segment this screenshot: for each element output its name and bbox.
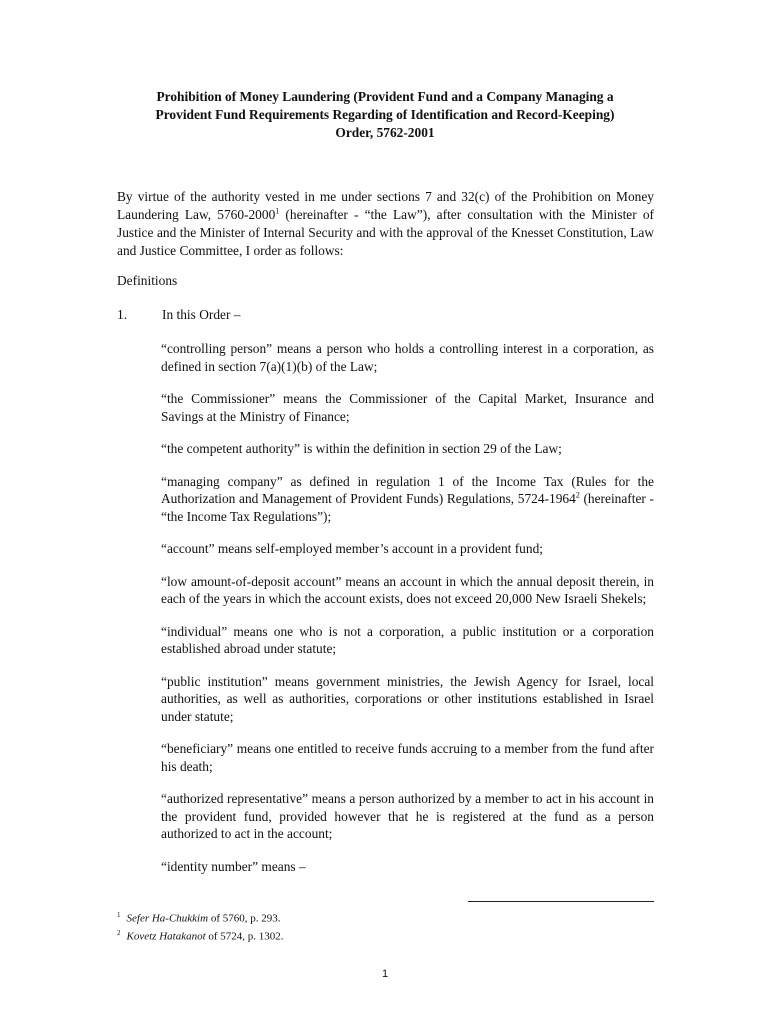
definition-controlling-person: “controlling person” means a person who holds a controlling interest in a corporation, as defined in section 7(a)(1)(b) of the Law; [161,341,654,374]
definition-competent-authority: “the competent authority” is within the definition in section 29 of the Law; [161,441,562,456]
title-line-1: Prohibition of Money Laundering (Provident Fund and a Company Managing a [156,89,614,104]
definition-identity-number: “identity number” means – [161,858,306,874]
definition-managing-company [161,473,654,526]
definition-public-institution: “public institution” means government ministries, the Jewish Agency for Israel, local authorities, as well as authorities, corporations or other institutions established in Israel under statute; [161,673,654,724]
managing-company-text-1: “managing company” as defined in regulation 1 of the Income Tax (Rules for the Authorization and Management of Provident Funds) Regulations, 5724-1964 [161,473,654,506]
footnote-source-1: Sefer Ha-Chukkim [126,912,209,925]
definition-low-deposit-account: “low amount-of-deposit account” means an account in which the annual deposit therein, in each of the years in which the account exists, does not exceed 20,000 New Israeli Shekels; [161,573,654,606]
intro-paragraph [117,188,654,260]
footnote-1 [117,908,284,926]
definitions-list [161,340,654,890]
footnote-2 [117,926,284,944]
intro-text-part-2: (hereinafter - “the Law”), after consultation with the Minister of Justice and the Minister of Internal Security and with the approval of the Knesset Constitution, Law and Justice Committee, I order as follows: [117,207,654,258]
footnote-text-1: of 5760, p. 293. [208,912,281,925]
footnotes [117,908,284,943]
footnote-separator [468,901,654,902]
definition-beneficiary: “beneficiary” means one entitled to receive funds accruing to a member from the fund after his death; [161,741,654,774]
clause-text: In this Order – [162,307,241,322]
definition-commissioner: “the Commissioner” means the Commissioner of the Capital Market, Insurance and Savings at the Ministry of Finance; [161,391,654,424]
footnote-source-2: Kovetz Hatakanot [126,930,206,943]
document-title [100,88,670,142]
definition-account: “account” means self-employed member’s account in a provident fund; [161,541,543,556]
footnote-ref-1: 1 [275,206,280,216]
title-line-3: Order, 5762-2001 [335,125,435,140]
page-number: 1 [381,968,389,980]
clause-number: 1. [117,307,128,322]
footnote-ref-2: 2 [575,490,580,500]
section-heading: Definitions [117,273,178,288]
title-line-2: Provident Fund Requirements Regarding of Identification and Record-Keeping) [155,107,615,122]
managing-company-text-2: (hereinafter - “the Income Tax Regulations”); [161,491,654,524]
footnote-text-2: of 5724, p. 1302. [205,930,284,943]
definition-authorized-representative: “authorized representative” means a person authorized by a member to act in his account in the provident fund, provided however that he is registered at the fund as a person authorized to act in the account; [161,791,654,841]
footnote-mark-2: 2 [117,928,121,937]
definition-individual: “individual” means one who is not a corporation, a public institution or a corporation established abroad under statute; [161,623,654,656]
footnote-mark-1: 1 [117,911,121,919]
intro-text-part-1: By virtue of the authority vested in me under sections 7 and 32(c) of the Prohibition on Money Laundering Law, 5760-2000 [117,189,654,222]
